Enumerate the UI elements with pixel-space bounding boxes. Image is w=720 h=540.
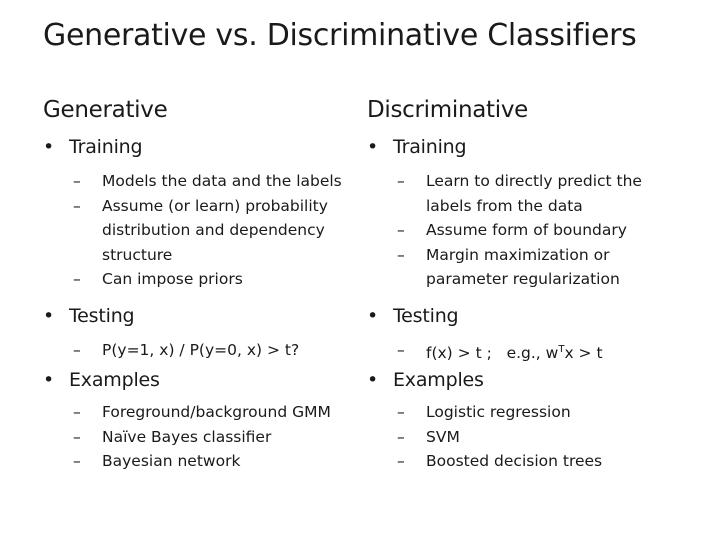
list-item: [397, 449, 667, 474]
discriminative-examples-heading: [367, 369, 484, 391]
list-item-text: Bayesian network: [102, 452, 241, 470]
list-item-text: [426, 344, 603, 362]
list-item: [397, 338, 667, 366]
list-item-text: Models the data and the labels: [102, 172, 342, 190]
section-label: Testing: [69, 305, 135, 327]
bullet-icon: •: [367, 305, 379, 327]
section-label: Examples: [69, 369, 160, 391]
list-item-text: Assume (or learn) probability distribution and dependency structure: [102, 196, 328, 264]
list-item: [397, 425, 667, 450]
list-item: [73, 194, 363, 268]
list-item: [73, 267, 363, 292]
section-label: Training: [393, 136, 467, 158]
generative-training-heading: [43, 136, 142, 158]
dash-icon: –: [73, 341, 81, 359]
generative-testing-list: [73, 338, 363, 363]
discriminative-testing-heading: [367, 305, 458, 327]
generative-examples-heading: [43, 369, 160, 391]
list-item-text: Learn to directly predict the labels from the data: [426, 172, 642, 215]
discriminative-training-heading: [367, 136, 466, 158]
list-item-text: Margin maximization or parameter regularization: [426, 245, 620, 288]
section-label: Examples: [393, 369, 484, 391]
list-item-text: Can impose priors: [102, 270, 243, 288]
list-item: [73, 425, 363, 450]
list-item: [397, 400, 667, 425]
generative-training-list: [73, 169, 363, 292]
list-item: [73, 169, 363, 194]
discriminative-heading: Discriminative: [367, 97, 529, 123]
discriminative-column: [367, 92, 667, 470]
list-item: [397, 243, 667, 292]
bullet-icon: •: [43, 305, 55, 327]
discriminative-testing-list: [397, 338, 667, 366]
dash-icon: –: [73, 270, 81, 288]
dash-icon: –: [397, 221, 405, 239]
bullet-icon: •: [367, 136, 379, 158]
transpose-superscript: T: [558, 344, 565, 355]
dash-icon: –: [397, 341, 405, 359]
bullet-icon: •: [367, 369, 379, 391]
discriminative-training-list: [397, 169, 667, 292]
list-item-text: SVM: [426, 427, 460, 446]
list-item-text: Naïve Bayes classifier: [102, 427, 272, 446]
list-item-text: P(y=1, x) / P(y=0, x) > t?: [102, 341, 300, 359]
list-item: [73, 400, 363, 425]
generative-testing-heading: [43, 305, 134, 327]
bullet-icon: •: [43, 136, 55, 158]
list-item-text: Assume form of boundary: [426, 221, 627, 239]
dash-icon: –: [397, 245, 405, 264]
dash-icon: –: [73, 403, 81, 421]
slide-title: Generative vs. Discriminative Classifiers: [43, 18, 637, 53]
dash-icon: –: [73, 427, 81, 446]
dash-icon: –: [73, 172, 81, 190]
dash-icon: –: [397, 403, 405, 421]
list-item: [73, 338, 363, 363]
generative-examples-list: [73, 400, 363, 474]
section-label: Testing: [393, 305, 459, 327]
list-item-text: Boosted decision trees: [426, 452, 603, 470]
dash-icon: –: [397, 427, 405, 446]
list-item: [397, 169, 667, 218]
generative-column: [43, 92, 353, 470]
list-item: [397, 218, 667, 243]
section-label: Training: [69, 136, 143, 158]
dash-icon: –: [73, 196, 81, 215]
dash-icon: –: [397, 452, 405, 470]
formula-suffix: x > t: [564, 344, 603, 363]
list-item-text: Logistic regression: [426, 403, 571, 421]
list-item-text: Foreground/background GMM: [102, 403, 331, 421]
discriminative-examples-list: [397, 400, 667, 474]
formula-prefix: f(x) > t ; e.g., w: [426, 344, 559, 363]
generative-heading: Generative: [43, 97, 168, 123]
dash-icon: –: [73, 452, 81, 470]
list-item: [73, 449, 363, 474]
bullet-icon: •: [43, 369, 55, 391]
dash-icon: –: [397, 172, 405, 190]
